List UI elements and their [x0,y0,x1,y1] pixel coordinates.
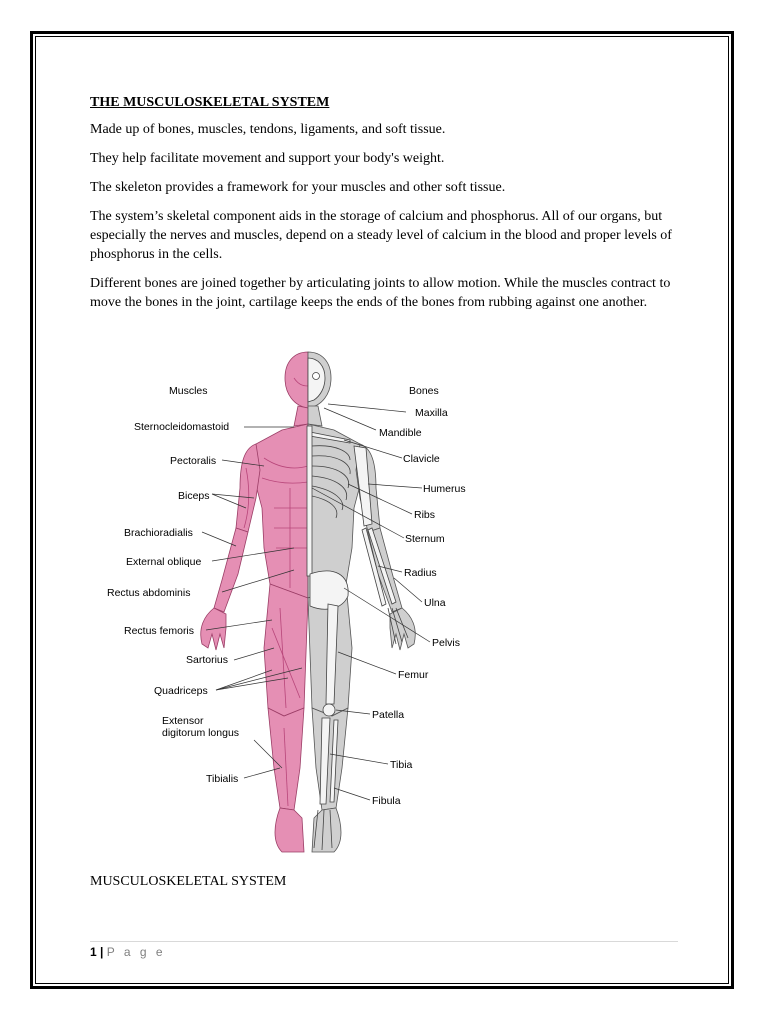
label-sternocleidomastoid: Sternocleidomastoid [134,421,230,433]
label-pelvis: Pelvis [432,637,461,649]
anatomy-diagram [104,348,474,858]
anatomy-figure [104,348,474,858]
label-external-oblique: External oblique [126,556,202,568]
label-brachioradialis: Brachioradialis [124,527,193,539]
footer-divider [90,941,678,942]
label-quadriceps: Quadriceps [154,685,208,697]
label-rectus-femoris: Rectus femoris [124,625,195,637]
page-number: 1 [90,945,97,959]
label-pectoralis: Pectoralis [170,455,217,467]
paragraph: The system’s skeletal component aids in the storage of calcium and phosphorus. All of our organs, but especially the nerves and muscles, depend on a steady level of calcium in the blood and proper levels of phosphorus in the cells. [90,209,672,262]
label-humerus: Humerus [423,483,466,495]
label-ulna: Ulna [424,597,446,609]
label-maxilla: Maxilla [415,407,448,419]
label-clavicle: Clavicle [403,453,440,465]
figure-caption: MUSCULOSKELETAL SYSTEM [90,874,287,889]
muscles-heading: Muscles [169,385,208,397]
paragraph: The skeleton provides a framework for your muscles and other soft tissue. [90,180,506,195]
label-mandible: Mandible [379,427,422,439]
label-patella: Patella [372,709,405,721]
label-rectus-abdominis: Rectus abdominis [107,587,191,599]
page-footer [90,945,166,959]
paragraph: Made up of bones, muscles, tendons, ligaments, and soft tissue. [90,122,446,137]
label-fibula: Fibula [372,795,401,807]
document-title: THE MUSCULOSKELETAL SYSTEM [90,95,330,110]
label-femur: Femur [398,669,429,681]
label-ribs: Ribs [414,509,436,521]
label-extensor: Extensor [162,715,204,727]
page-word: P a g e [106,945,166,959]
label-tibialis: Tibialis [206,773,239,785]
label-sternum: Sternum [405,533,445,545]
document-body [90,93,680,322]
label-tibia: Tibia [390,759,413,771]
bones-heading: Bones [409,385,439,397]
footer-separator: | [100,945,104,959]
label-biceps: Biceps [178,490,210,502]
label-sartorius: Sartorius [186,654,229,666]
paragraph: They help facilitate movement and support your body's weight. [90,151,445,166]
paragraph: Different bones are joined together by articulating joints to allow motion. While the muscles contract to move the bones in the joint, cartilage keeps the ends of the bones from rubbing against one another. [90,276,671,310]
label-radius: Radius [404,567,437,579]
label-digitorum-longus: digitorum longus [162,727,240,739]
